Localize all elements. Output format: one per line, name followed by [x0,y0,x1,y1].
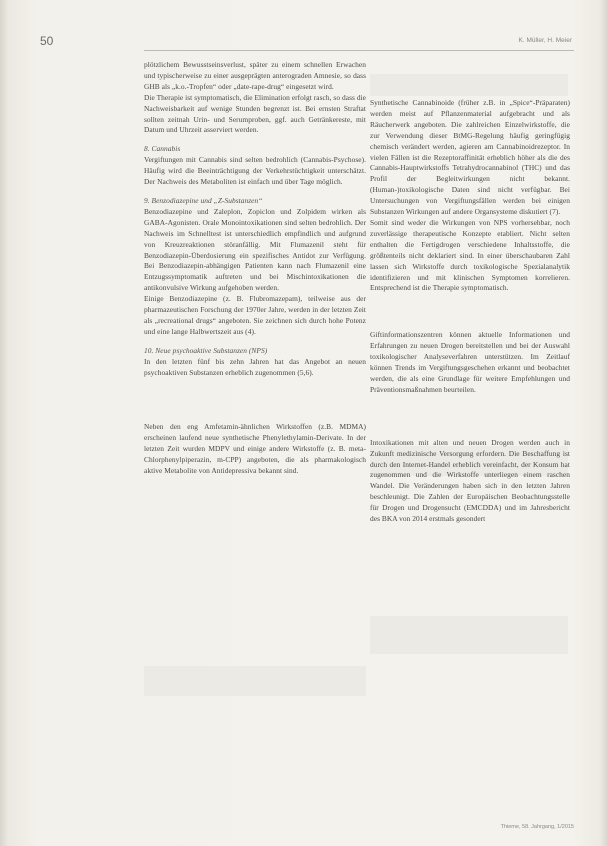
section-heading: 8. Cannabis [144,144,181,154]
right-column [370,98,570,525]
page-number: 50 [40,34,54,48]
heading-box-left-low [144,666,366,696]
heading-box-right-low [370,616,568,654]
paragraph: plötzlichem Bewusstseinsverlust, später zu einem schnellen Erwachen und typischerweise zu einer ausgeprägten anterograden Amnesie, so dass GHB als „k.o.-Tropfen“ oder „date-rape-drug“ eingesetzt wird. [144,60,366,91]
paragraph: Vergiftungen mit Cannabis sind selten bedrohlich (Cannabis-Psychose). Häufig wird die Beeinträchtigung der Verkehrstüchtigkeit unterschätzt. Der Nachweis des Metaboliten ist einfach und über Tage möglich. [144,155,366,187]
paragraph: Die Therapie ist symptomatisch, die Elimination erfolgt rasch, so dass die Nachweisbarkeit auf wenige Stunden begrenzt ist. Bei ernsten Straftat sollten zeitnah Urin- und Serumproben, ggf. auch Getränkereste, mit Datum und Uhrzeit asserviert werden. [144,92,366,135]
left-column [144,60,366,477]
paragraph: Somit sind weder die Wirkungen von NPS vorhersehbar, noch zuverlässige therapeutische Konzepte etabliert. Nicht selten enthalten die Fertigdrogen verschiedene Inhaltsstoffe, die größtenteils nicht deklariert sind. In einer überschaubaren Zahl lassen sich Wirkstoffe durch toxikologische Spezialanalytik identifizieren und mit klinischen Symptomen korrelieren. Entsprechend ist die Therapie symptomatisch. [370,217,570,293]
section-heading: 9. Benzodiazepine und „Z-Substanzen“ [144,195,263,205]
page-footer: Thieme, 58. Jahrgang, 1/2015 [500,824,574,830]
paragraph: Intoxikationen mit alten und neuen Drogen werden auch in Zukunft medizinische Versorgung erfordern. Die Beschaffung ist durch den Internet-Handel erheblich vereinfacht, der Konsum hat zugenommen und die Wirkstoffe unterliegen einem raschen Wandel. Die Veränderungen haben sich in den letzten Jahren beschleunigt. Die Zahlen der Europäischen Beobachtungsstelle für Drogen und Drogensucht (EMCDDA) und im Jahresbericht des BKA von 2014 erstmals gesondert [370,437,570,524]
paragraph: Synthetische Cannabinoide (früher z.B. in „Spice“-Präparaten) werden meist auf Pflanzenmaterial aufgebracht und als Räucherwerk angeboten. Die zahlreichen Einzelwirkstoffe, die zur Verwendung dieser BtMG-Regelung häufig geringfügig chemisch verändert werden, agieren am Cannabinoidrezeptor. In vielen Fällen ist die Rezeptoraffinität erheblich höher als die des Cannabis-Hauptwirkstoffs Tetrahydrocannabinol (THC) und das Profil der Begleitwirkungen nicht bekannt. (Human-)toxikologische Daten sind nicht verfügbar. Bei Untersuchungen von Vergiftungsfällen werden bei einigen Substanzen Wirkungen auf andere Organsysteme diskutiert (7). [370,98,570,217]
paragraph: In den letzten fünf bis zehn Jahren hat das Angebot an neuen psychoaktiven Substanzen erheblich zugenommen (5,6). [144,356,366,377]
section-heading: 10. Neue psychoaktive Substanzen (NPS) [144,345,268,355]
paragraph: Benzodiazepine und Zaleplon, Zopiclon und Zolpidem wirken als GABA-Agonisten. Orale Monointoxikationen sind selten bedrohlich. Der Nachweis im Schnelltest ist unterschiedlich empfindlich und aufgrund von Kreuzreaktionen störanfällig. Mit Flumazenil steht für Benzodiazepin-Überdosierung ein spezifisches Antidot zur Verfügung. Bei Benzodiazepin-abhängigen Patienten kann nach Flumazenil eine Entzugssymptomatik auftreten und bei Mischintoxikationen die antikonvulsive Wirkung aufgehoben werden. [144,206,366,293]
page-edge-left [0,0,8,846]
heading-box-right-top [370,74,568,96]
paragraph: Einige Benzodiazepine (z. B. Flubromazepam), teilweise aus der pharmazeutischen Forschung der 1970er Jahre, werden in der letzten Zeit als „recreational drugs“ angeboten. Sie zeichnen sich durch hohe Potenz und eine lange Halbwertszeit aus (4). [144,294,366,336]
paragraph: Giftinformationszentren können aktuelle Informationen und Erfahrungen zu neuen Drogen bereitstellen und bei der Auswahl toxikologischer Analyseverfahren unterstützen. Im Zeitlauf können Trends im Vergiftungsgeschehen erkannt und beobachtet werden, die als eine Grundlage für weitere Empfehlungen und Präventionsmaßnahmen beurteilen. [370,330,570,394]
page-header [0,26,608,50]
paragraph: Neben den eng Amfetamin-ähnlichen Wirkstoffen (z.B. MDMA) erscheinen laufend neue synthetische Phenylethylamin-Derivate. In der letzten Zeit wurden MDPV und einige andere Wirkstoffe (z. B. meta-Chlorphenylpiperazin, m-CPP) angeboten, die als pharmakologisch aktive Metabolite von Antidepressiva bekannt sind. [144,422,366,476]
page-edge-right [600,0,608,846]
running-head: K. Müller, H. Meier [518,37,572,44]
header-rule [144,50,574,51]
